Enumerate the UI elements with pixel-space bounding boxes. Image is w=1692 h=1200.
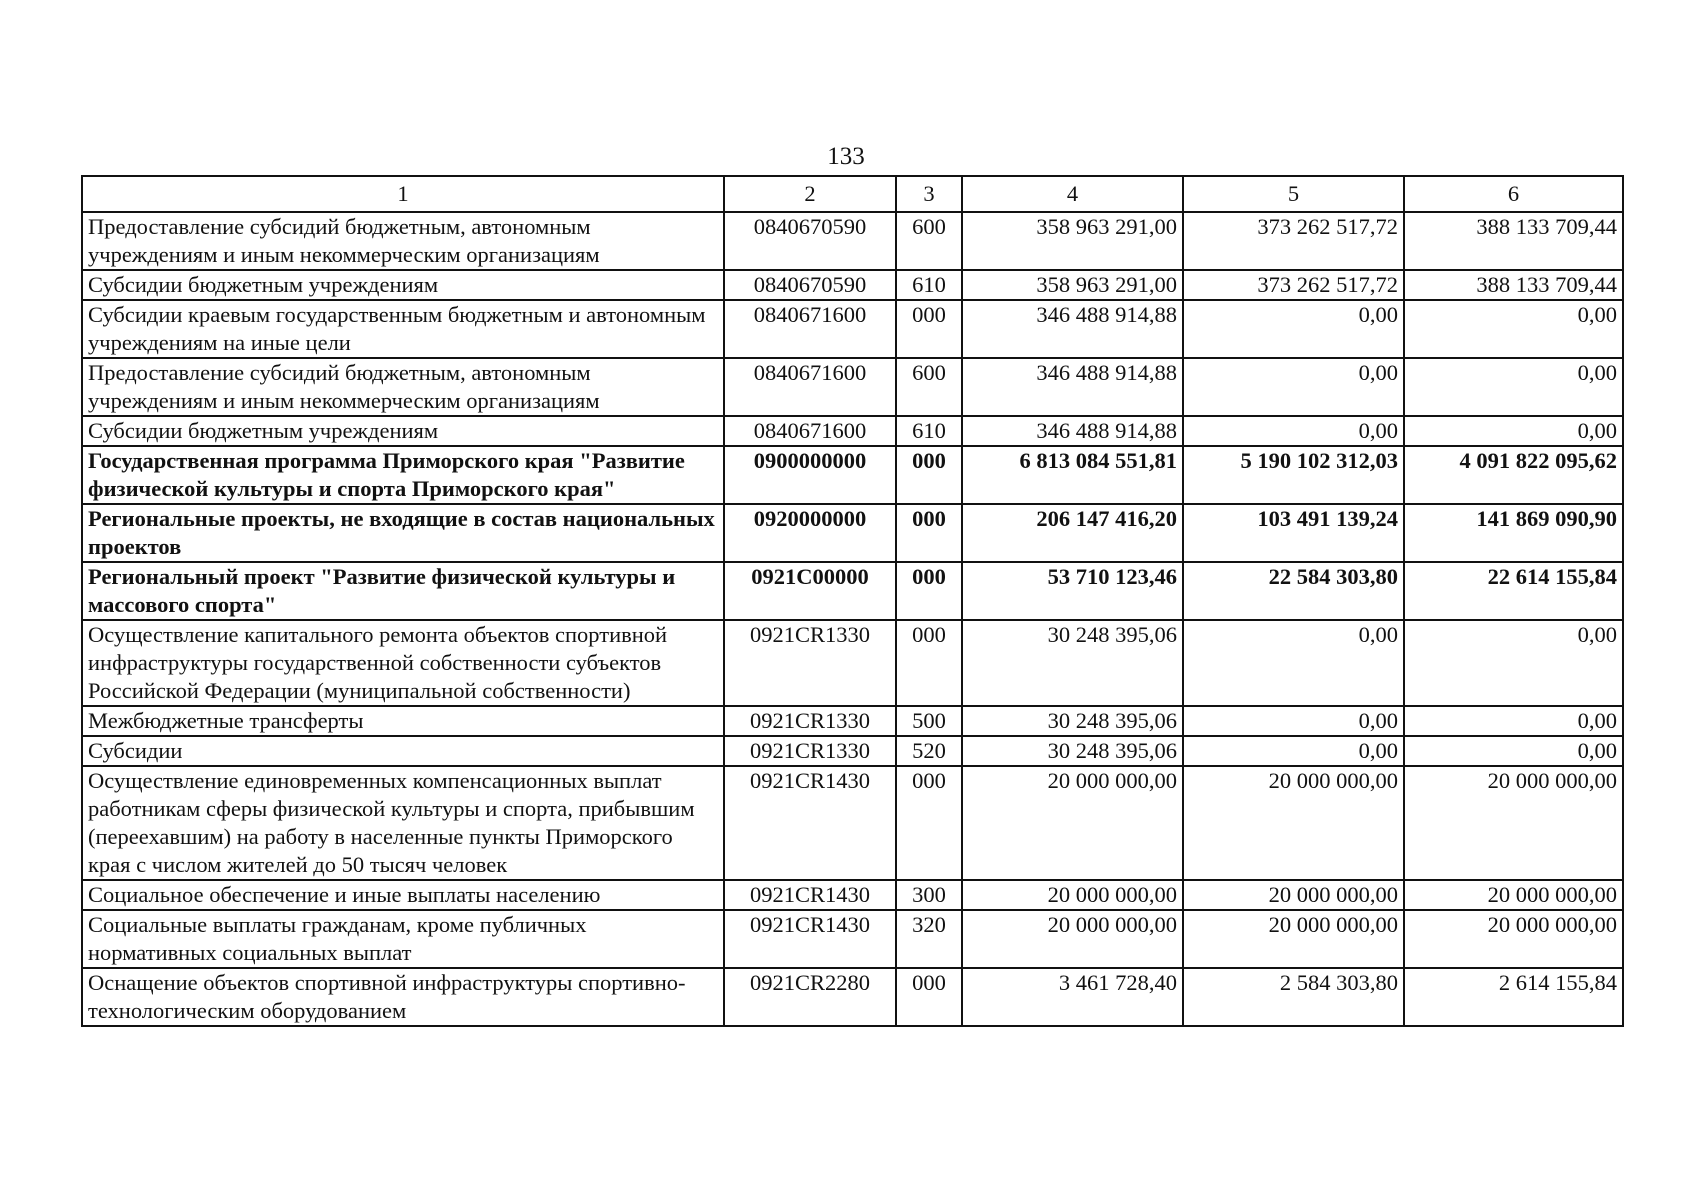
amount-col6: 388 133 709,44 [1404,212,1623,270]
expense-kind: 500 [896,706,962,736]
amount-col4: 346 488 914,88 [962,358,1183,416]
row-name: Субсидии [82,736,724,766]
amount-col6: 0,00 [1404,416,1623,446]
amount-col4: 30 248 395,06 [962,706,1183,736]
amount-col5: 20 000 000,00 [1183,880,1404,910]
amount-col5: 0,00 [1183,416,1404,446]
table-row [82,880,1623,910]
target-code: 0921C00000 [724,562,896,620]
header-row [82,176,1623,212]
target-code: 0921CR1430 [724,880,896,910]
row-name: Межбюджетные трансферты [82,706,724,736]
row-name: Социальное обеспечение и иные выплаты населению [82,880,724,910]
table-row [82,358,1623,416]
amount-col6: 0,00 [1404,620,1623,706]
amount-col4: 358 963 291,00 [962,270,1183,300]
row-name: Региональный проект "Развитие физической культуры и массового спорта" [82,562,724,620]
amount-col6: 2 614 155,84 [1404,968,1623,1026]
target-code: 0900000000 [724,446,896,504]
expense-kind: 300 [896,880,962,910]
table-row [82,706,1623,736]
amount-col4: 20 000 000,00 [962,910,1183,968]
table-row [82,910,1623,968]
amount-col4: 30 248 395,06 [962,620,1183,706]
table-body [82,212,1623,1026]
target-code: 0840671600 [724,300,896,358]
amount-col5: 103 491 139,24 [1183,504,1404,562]
table-row [82,736,1623,766]
amount-col4: 206 147 416,20 [962,504,1183,562]
amount-col6: 4 091 822 095,62 [1404,446,1623,504]
amount-col5: 373 262 517,72 [1183,212,1404,270]
target-code: 0840670590 [724,270,896,300]
column-header: 2 [724,176,896,212]
amount-col4: 346 488 914,88 [962,416,1183,446]
expense-kind: 000 [896,446,962,504]
target-code: 0921CR1430 [724,766,896,880]
table-row [82,620,1623,706]
target-code: 0921CR2280 [724,968,896,1026]
amount-col6: 20 000 000,00 [1404,910,1623,968]
expense-kind: 000 [896,562,962,620]
table-row [82,968,1623,1026]
amount-col4: 20 000 000,00 [962,880,1183,910]
table-row [82,504,1623,562]
page-number: 133 [827,143,865,170]
amount-col6: 141 869 090,90 [1404,504,1623,562]
budget-table [81,175,1624,1027]
amount-col5: 0,00 [1183,706,1404,736]
row-name: Региональные проекты, не входящие в состав национальных проектов [82,504,724,562]
expense-kind: 610 [896,270,962,300]
table-row [82,446,1623,504]
table-row [82,300,1623,358]
expense-kind: 600 [896,358,962,416]
amount-col5: 2 584 303,80 [1183,968,1404,1026]
amount-col5: 20 000 000,00 [1183,910,1404,968]
target-code: 0921CR1430 [724,910,896,968]
target-code: 0921CR1330 [724,620,896,706]
expense-kind: 610 [896,416,962,446]
column-header: 4 [962,176,1183,212]
target-code: 0840670590 [724,212,896,270]
amount-col5: 0,00 [1183,300,1404,358]
table-row [82,416,1623,446]
target-code: 0840671600 [724,358,896,416]
amount-col6: 20 000 000,00 [1404,766,1623,880]
target-code: 0840671600 [724,416,896,446]
amount-col4: 346 488 914,88 [962,300,1183,358]
amount-col5: 0,00 [1183,620,1404,706]
expense-kind: 600 [896,212,962,270]
column-header: 1 [82,176,724,212]
amount-col4: 20 000 000,00 [962,766,1183,880]
amount-col6: 0,00 [1404,300,1623,358]
column-header: 3 [896,176,962,212]
target-code: 0920000000 [724,504,896,562]
amount-col5: 0,00 [1183,736,1404,766]
amount-col4: 3 461 728,40 [962,968,1183,1026]
expense-kind: 000 [896,766,962,880]
row-name: Предоставление субсидий бюджетным, автономным учреждениям и иным некоммерческим организациям [82,358,724,416]
column-header: 6 [1404,176,1623,212]
row-name: Субсидии краевым государственным бюджетным и автономным учреждениям на иные цели [82,300,724,358]
amount-col4: 6 813 084 551,81 [962,446,1183,504]
row-name: Осуществление единовременных компенсационных выплат работникам сферы физической культуры и спорта, прибывшим (переехавшим) на работу в населенные пункты Приморского края с числом жителей до 50 тысяч человек [82,766,724,880]
expense-kind: 000 [896,504,962,562]
target-code: 0921CR1330 [724,736,896,766]
expense-kind: 000 [896,968,962,1026]
row-name: Социальные выплаты гражданам, кроме публичных нормативных социальных выплат [82,910,724,968]
row-name: Предоставление субсидий бюджетным, автономным учреждениям и иным некоммерческим организациям [82,212,724,270]
expense-kind: 520 [896,736,962,766]
amount-col4: 30 248 395,06 [962,736,1183,766]
row-name: Субсидии бюджетным учреждениям [82,270,724,300]
target-code: 0921CR1330 [724,706,896,736]
amount-col4: 358 963 291,00 [962,212,1183,270]
amount-col5: 373 262 517,72 [1183,270,1404,300]
expense-kind: 000 [896,620,962,706]
table-row [82,212,1623,270]
row-name: Осуществление капитального ремонта объектов спортивной инфраструктуры государственной собственности субъектов Российской Федерации (муниципальной собственности) [82,620,724,706]
expense-kind: 000 [896,300,962,358]
amount-col5: 0,00 [1183,358,1404,416]
amount-col5: 22 584 303,80 [1183,562,1404,620]
amount-col6: 0,00 [1404,358,1623,416]
row-name: Субсидии бюджетным учреждениям [82,416,724,446]
amount-col6: 388 133 709,44 [1404,270,1623,300]
amount-col6: 20 000 000,00 [1404,880,1623,910]
amount-col6: 22 614 155,84 [1404,562,1623,620]
amount-col4: 53 710 123,46 [962,562,1183,620]
expense-kind: 320 [896,910,962,968]
table-row [82,562,1623,620]
table-row [82,766,1623,880]
column-header: 5 [1183,176,1404,212]
amount-col6: 0,00 [1404,736,1623,766]
table-row [82,270,1623,300]
amount-col5: 5 190 102 312,03 [1183,446,1404,504]
row-name: Оснащение объектов спортивной инфраструктуры спортивно-технологическим оборудованием [82,968,724,1026]
row-name: Государственная программа Приморского края "Развитие физической культуры и спорта Приморского края" [82,446,724,504]
amount-col6: 0,00 [1404,706,1623,736]
amount-col5: 20 000 000,00 [1183,766,1404,880]
